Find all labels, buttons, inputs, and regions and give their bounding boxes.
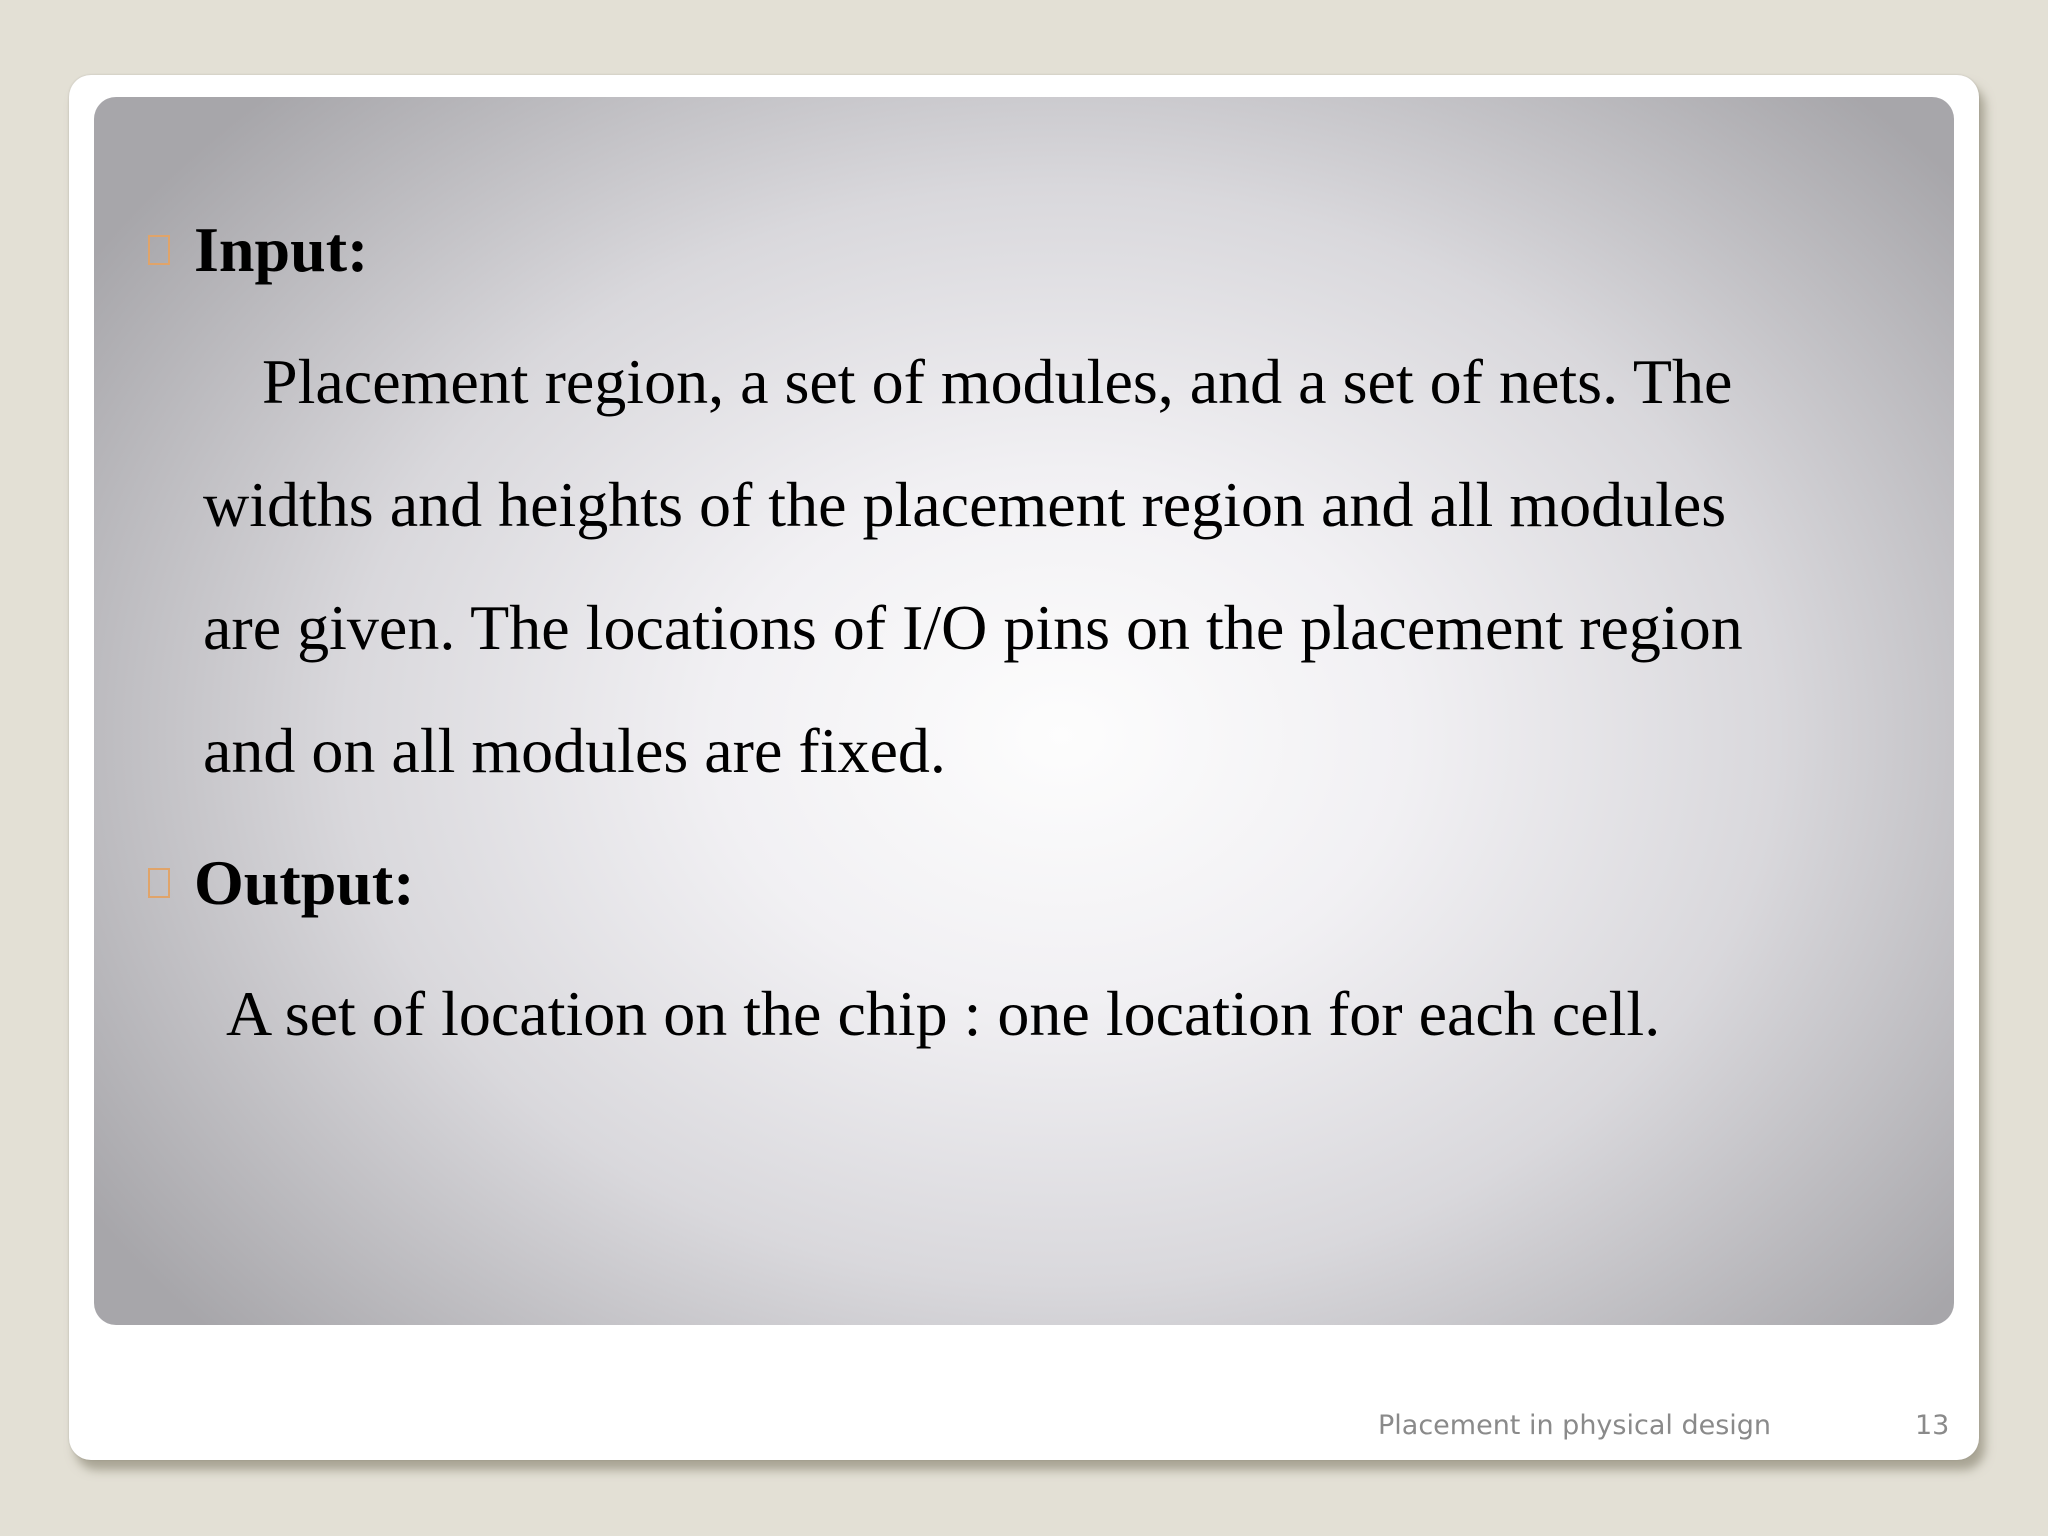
input-bullet-row [148, 214, 369, 285]
input-line-3: are given. The locations of I/O pins on the placement region [203, 592, 1743, 663]
input-line-4: and on all modules are fixed. [203, 715, 946, 786]
square-bullet-icon [148, 868, 170, 898]
output-heading: Output: [194, 847, 415, 918]
output-line: A set of location on the chip : one location for each cell. [226, 978, 1661, 1049]
output-bullet-row [148, 847, 415, 918]
input-line-1: Placement region, a set of modules, and a set of nets. The [262, 346, 1733, 417]
square-bullet-icon [148, 235, 170, 265]
page-number: 13 [1915, 1410, 1950, 1441]
footer-title: Placement in physical design [1378, 1410, 1772, 1441]
input-line-2: widths and heights of the placement region and all modules [203, 469, 1727, 540]
content-panel [94, 97, 1954, 1325]
input-heading: Input: [194, 214, 369, 285]
